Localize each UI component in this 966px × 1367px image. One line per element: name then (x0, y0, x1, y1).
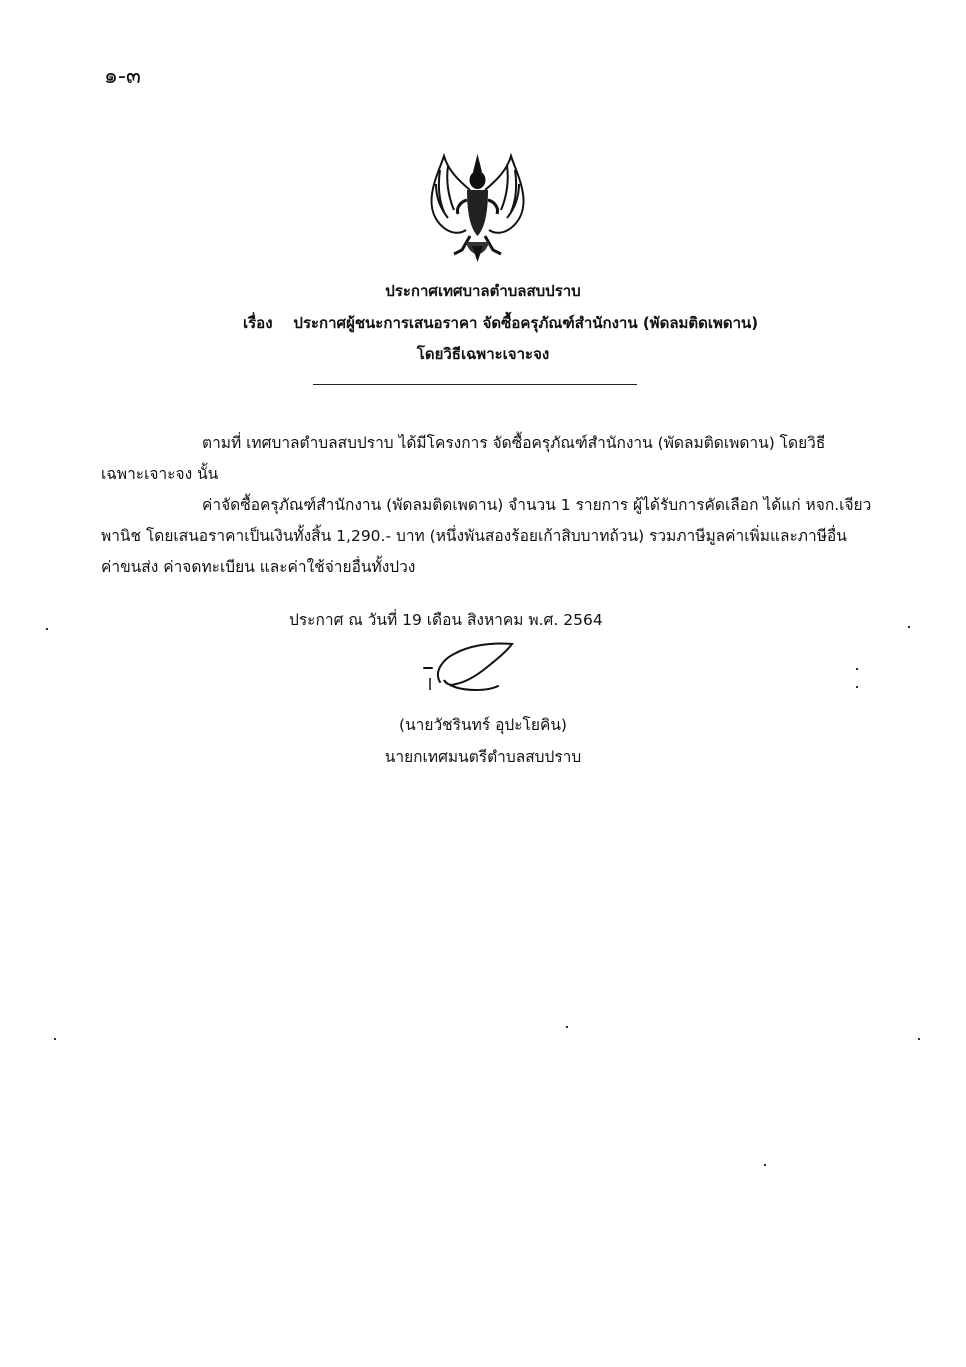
scan-speck (764, 1164, 766, 1166)
subject-text: ประกาศผู้ชนะการเสนอราคา จัดซื้อครุภัณฑ์สำนักงาน (พัดลมติดเพดาน) (293, 314, 759, 332)
title-divider (313, 384, 637, 385)
scan-speck (856, 686, 858, 688)
scan-speck (46, 628, 48, 630)
paragraph-2-line-2: พานิช โดยเสนอราคาเป็นเงินทั้งสิ้น 1,290.- บาท (หนึ่งพันสองร้อยเก้าสิบบาทถ้วน) รวมภาษีมูลค่าเพิ่มและภาษีอื่น (101, 527, 847, 545)
signatory-name: (นายวัชรินทร์ อุปะโยคิน) (399, 716, 567, 734)
garuda-emblem-icon (420, 150, 535, 265)
scan-speck (918, 1038, 920, 1040)
document-issuer: ประกาศเทศบาลตำบลสบปราบ (385, 282, 581, 300)
procurement-method: โดยวิธีเฉพาะเจาะจง (416, 345, 550, 363)
subject-line (243, 313, 758, 333)
subject-label: เรื่อง (243, 314, 273, 332)
paragraph-1-line-2: เฉพาะเจาะจง นั้น (101, 465, 219, 483)
paragraph-2-line-1: ค่าจัดซื้อครุภัณฑ์สำนักงาน (พัดลมติดเพดาน) จำนวน 1 รายการ ผู้ได้รับการคัดเลือก ได้แก่ หจก.เจียว (202, 496, 872, 514)
paragraph-1-line-1: ตามที่ เทศบาลตำบลสบปราบ ได้มีโครงการ จัดซื้อครุภัณฑ์สำนักงาน (พัดลมติดเพดาน) โดยวิธี (202, 434, 826, 452)
scan-speck (856, 668, 858, 670)
announcement-date: ประกาศ ณ วันที่ 19 เดือน สิงหาคม พ.ศ. 2564 (289, 611, 603, 629)
signatory-position: นายกเทศมนตรีตำบลสบปราบ (384, 748, 582, 766)
scan-speck (908, 626, 910, 628)
scan-speck (54, 1038, 56, 1040)
paragraph-2-line-3: ค่าขนส่ง ค่าจดทะเบียน และค่าใช้จ่ายอื่นทั้งปวง (101, 558, 416, 576)
page-number-mark: ๑-๓ (104, 64, 141, 89)
signature-icon (410, 638, 520, 698)
scan-speck (566, 1026, 568, 1028)
